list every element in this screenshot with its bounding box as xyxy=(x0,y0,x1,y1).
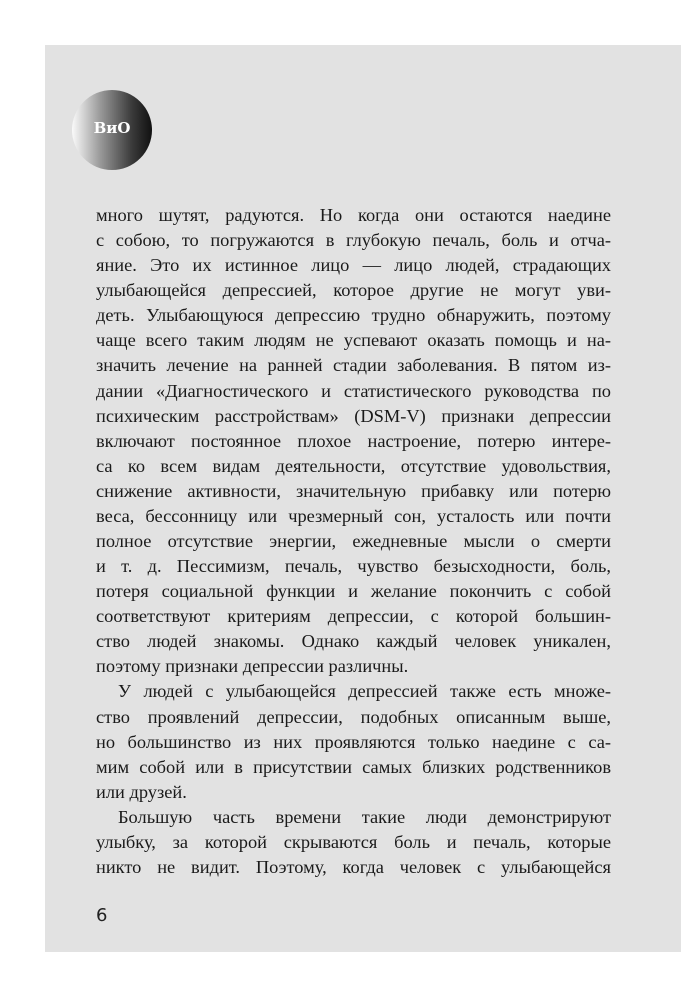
text-line: чаще всего таким людям не успевают оказать помощь и на- xyxy=(96,330,611,351)
text-line: значить лечение на ранней стадии заболевания. В пятом из- xyxy=(96,355,611,376)
text-line: много шутят, радуются. Но когда они остаются наедине xyxy=(96,205,611,225)
text-line: соответствуют критериям депрессии, с которой большин- xyxy=(96,606,611,627)
text-line: с собою, то погружаются в глубокую печаль, боль и отча- xyxy=(96,230,611,251)
body-text xyxy=(96,203,611,880)
text-line: улыбку, за которой скрываются боль и печаль, которые xyxy=(96,831,611,852)
text-line: или друзей. xyxy=(96,781,187,802)
publisher-logo xyxy=(72,90,152,170)
text-line: ство проявлений депрессии, подобных описанным выше, xyxy=(96,706,611,727)
text-line: полное отсутствие энергии, ежедневные мысли о смерти xyxy=(96,531,611,552)
text-line: снижение активности, значительную прибавку или потерю xyxy=(96,480,611,501)
logo-text: ВиО xyxy=(93,119,131,137)
text-line: дании «Диагностического и статистического руководства по xyxy=(96,380,611,401)
text-line: улыбающейся депрессией, которое другие не могут уви- xyxy=(96,280,611,301)
page-number: 6 xyxy=(96,905,108,926)
text-line: никто не видит. Поэтому, когда человек с улыбающейся xyxy=(96,857,611,878)
text-line: потеря социальной функции и желание покончить с собой xyxy=(96,581,611,602)
text-line: но большинство из них проявляются только наедине с са- xyxy=(96,731,611,752)
text-line: и т. д. Пессимизм, печаль, чувство безысходности, боль, xyxy=(96,556,611,577)
text-line: включают постоянное плохое настроение, потерю интере- xyxy=(96,430,611,451)
text-line: деть. Улыбающуюся депрессию трудно обнаружить, поэтому xyxy=(96,305,611,326)
text-line: поэтому признаки депрессии различны. xyxy=(96,656,409,677)
text-line: У людей с улыбающейся депрессией также есть множе- xyxy=(118,681,611,702)
text-line: мим собой или в присутствии самых близких родственников xyxy=(96,756,611,777)
text-line: яние. Это их истинное лицо — лицо людей, страдающих xyxy=(96,255,611,276)
text-line: са ко всем видам деятельности, отсутствие удовольствия, xyxy=(96,455,611,476)
text-line: веса, бессонницу или чрезмерный сон, усталость или почти xyxy=(96,505,611,526)
text-line: психическим расстройствам» (DSM-V) признаки депрессии xyxy=(96,405,611,426)
text-line: ство людей знакомы. Однако каждый человек уникален, xyxy=(96,631,611,652)
text-line: Большую часть времени такие люди демонстрируют xyxy=(118,806,611,827)
